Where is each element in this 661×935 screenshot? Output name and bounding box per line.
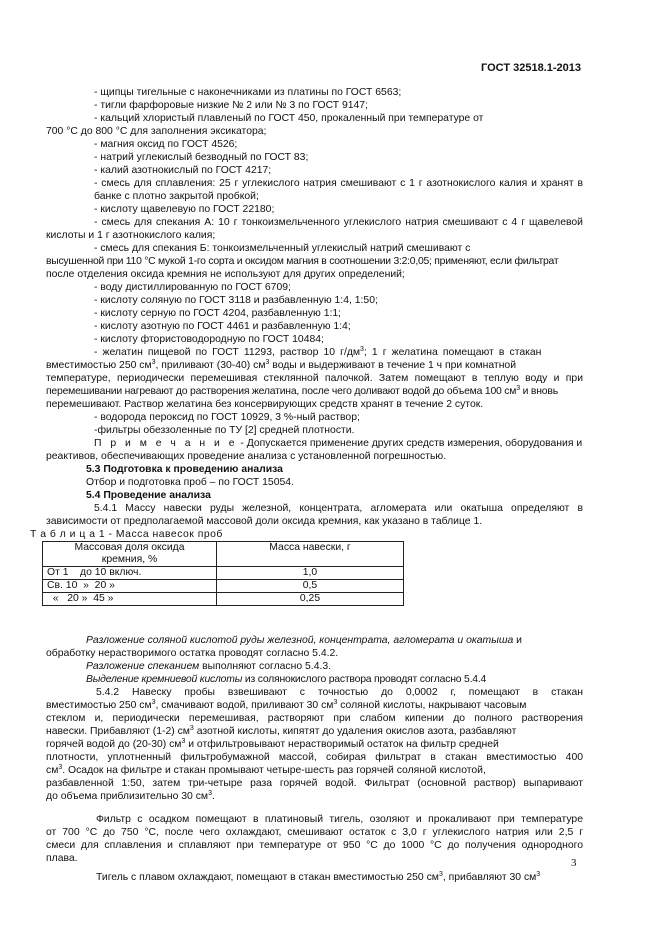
paragraph: Отбор и подготовка проб – по ГОСТ 15054.: [86, 477, 294, 488]
paragraph: от 700 °С до 750 °С, после чего охлаждают, смешивают остаток с 3,0 г углекислого натрия или 2,5 г: [46, 827, 583, 838]
paragraph: Выделение кремниевой кислоты из солянокислого раствора проводят согласно 5.4.4: [86, 674, 487, 685]
table-header-cell: Массовая доля оксида кремния, %: [43, 542, 217, 567]
spacer: [46, 606, 583, 634]
table-cell: 0,25: [217, 593, 404, 606]
paragraph: навески. Прибавляют (1-2) $см^3$ азотной кислоты, кипятят до удаления окислов азота, разбавляют: [46, 725, 517, 737]
gelatin-line: перемешивании нагревают до растворения желатина, после чего доливают водой до объема 100 $см^3$ и вновь: [46, 385, 558, 397]
gelatin-line: температуре, периодически перемешивая стеклянной палочкой. Затем помещают в теплую воду и при: [46, 373, 583, 384]
document-body: [30, 86, 583, 884]
paragraph: 5.4.2 Навеску пробы взвешивают с точностью до 0,0002 г, помещают в стакан: [96, 687, 583, 698]
list-item: - кислоту фтористоводородную по ГОСТ 10484;: [94, 334, 324, 345]
list-item: - натрий углекислый безводный по ГОСТ 83;: [94, 152, 309, 163]
gelatin-line: - желатин пищевой по ГОСТ 11293, раствор 10 $г/дм^3$; 1 г желатина помещают в стакан: [94, 346, 542, 358]
paragraph: Фильтр с осадком помещают в платиновый тигель, озоляют и прокаливают при температуре: [96, 814, 583, 825]
list-item-continuation: кислоты и 1 г азотнокислого калия;: [46, 230, 216, 241]
note: П р и м е ч а н и е - Допускается применение других средств измерения, оборудования и: [94, 438, 583, 449]
section-heading: 5.3 Подготовка к проведению анализа: [86, 464, 283, 475]
paragraph: Тигель с плавом охлаждают, помещают в стакан вместимостью 250 $см^3$, прибавляют 30 $см^3$: [96, 871, 541, 883]
paragraph: Разложение спеканием выполняют согласно 5.4.3.: [86, 661, 332, 672]
table-row: [43, 593, 404, 606]
list-item: - смесь для спекания Б: тонкоизмельченный углекислый натрий смешивают с: [94, 243, 471, 254]
sample-mass-table: [42, 541, 404, 606]
list-item: - тигли фарфоровые низкие № 2 или № 3 по ГОСТ 9147;: [94, 100, 368, 111]
list-item: - смесь для сплавления: 25 г углекислого натрия смешивают с 1 г азотнокислого калия и хранят в: [94, 178, 583, 189]
list-item-continuation: после отделения оксида кремния не используют для других определений;: [46, 269, 405, 280]
spacer: [46, 803, 583, 813]
table-cell: Св. 10 » 20 »: [43, 580, 217, 593]
table-header-cell: Масса навески, г: [217, 542, 404, 567]
list-item: - кислоту азотную по ГОСТ 4461 и разбавленную 1:4;: [94, 321, 351, 332]
note-label: П р и м е ч а н и е: [94, 438, 238, 449]
list-item: - кислоту соляную по ГОСТ 3118 и разбавленную 1:4, 1:50;: [94, 295, 378, 306]
page-number: 3: [571, 857, 577, 869]
document-code: ГОСТ 32518.1-2013: [481, 62, 581, 74]
paragraph: стеклом и, периодически перемешивая, растворяют при слабом кипении до полного растворения: [46, 713, 583, 724]
table-header-row: [43, 542, 404, 567]
list-item: - калий азотнокислый по ГОСТ 4217;: [94, 165, 272, 176]
table-cell: От 1 до 10 включ.: [43, 567, 217, 580]
section-heading: 5.4 Проведение анализа: [86, 490, 211, 501]
list-item: - воду дистиллированную по ГОСТ 6709;: [94, 282, 291, 293]
paragraph: Разложение соляной кислотой руды железной, концентрата, агломерата и окатыша и: [86, 635, 522, 646]
list-item: - кальций хлористый плавленый по ГОСТ 450, прокаленный при температуре от: [94, 113, 484, 124]
list-item-continuation: 700 °С до 800 °С для заполнения эксикатора;: [46, 126, 267, 137]
paragraph: $см^3$. Осадок на фильтре и стакан промывают четыре-шесть раз горячей соляной кислотой,: [46, 764, 486, 776]
paragraph: горячей водой до (20-30) $см^3$ и отфильтровывают нерастворимый остаток на фильтр средней: [46, 738, 499, 750]
paragraph: обработку нерастворимого остатка проводят согласно 5.4.2.: [46, 648, 339, 659]
paragraph: до объема приблизительно 30 $см^3$.: [46, 790, 215, 802]
list-item: - магния оксид по ГОСТ 4526;: [94, 139, 238, 150]
list-item: - щипцы тигельные с наконечниками из платины по ГОСТ 6563;: [94, 87, 402, 98]
paragraph: разбавленной 1:50, затем три-четыре раза горячей водой. Фильтрат (основной раствор) выпаривают: [46, 778, 583, 789]
paragraph: смеси для сплавления и сплавляют при температуре от 950 °С до 1000 °С до получения однородного: [46, 840, 583, 851]
list-item: - водорода пероксид по ГОСТ 10929, 3 %-ный раствор;: [94, 412, 360, 423]
list-item: - кислоту серную по ГОСТ 4204, разбавленную 1:1;: [94, 308, 342, 319]
table-row: [43, 580, 404, 593]
list-item: -фильтры обеззоленные по ТУ [2] средней плотности.: [94, 425, 355, 436]
table-row: [43, 567, 404, 580]
table-caption: Т а б л и ц а 1 - Масса навесок проб: [30, 529, 223, 540]
table-cell: 1,0: [217, 567, 404, 580]
paragraph: вместимостью 250 $см^3$, смачивают водой, приливают 30 $см^3$ соляной кислоты, накрывают часовым: [46, 699, 527, 711]
list-item-continuation: банке с плотно закрытой пробкой;: [94, 191, 259, 202]
paragraph: зависимости от предполагаемой массовой доли оксида кремния, как указано в таблице 1.: [46, 516, 483, 527]
gelatin-line: вместимостью 250 $см^3$, приливают (30-40) $см^3$ воды и выдерживают в течение 1 ч при комнатной: [46, 359, 517, 371]
note-continuation: реактивов, обеспечивающих проведение анализа с установленной погрешностью.: [46, 451, 447, 462]
paragraph: плава.: [46, 853, 78, 864]
paragraph: 5.4.1 Массу навески руды железной, концентрата, агломерата или окатыша определяют в: [94, 503, 583, 514]
table-cell: « 20 » 45 »: [43, 593, 217, 606]
list-item: - кислоту щавелевую по ГОСТ 22180;: [94, 204, 275, 215]
list-item: - смесь для спекания А: 10 г тонкоизмельченного углекислого натрия смешивают с 4 г щавелевой: [94, 217, 583, 228]
table-cell: 0,5: [217, 580, 404, 593]
list-item-continuation: высушенной при 110 °С мукой 1-го сорта и оксидом магния в соотношении 3:2:0,05; применяют, если фильтрат: [46, 256, 559, 267]
gelatin-line: перемешивают. Раствор желатина без консервирующих средств хранят в течение 2 суток.: [46, 399, 484, 410]
paragraph: плотности, уплотненный фильтробумажной массой, собирая фильтрат в стакан вместимостью 400: [46, 752, 583, 763]
